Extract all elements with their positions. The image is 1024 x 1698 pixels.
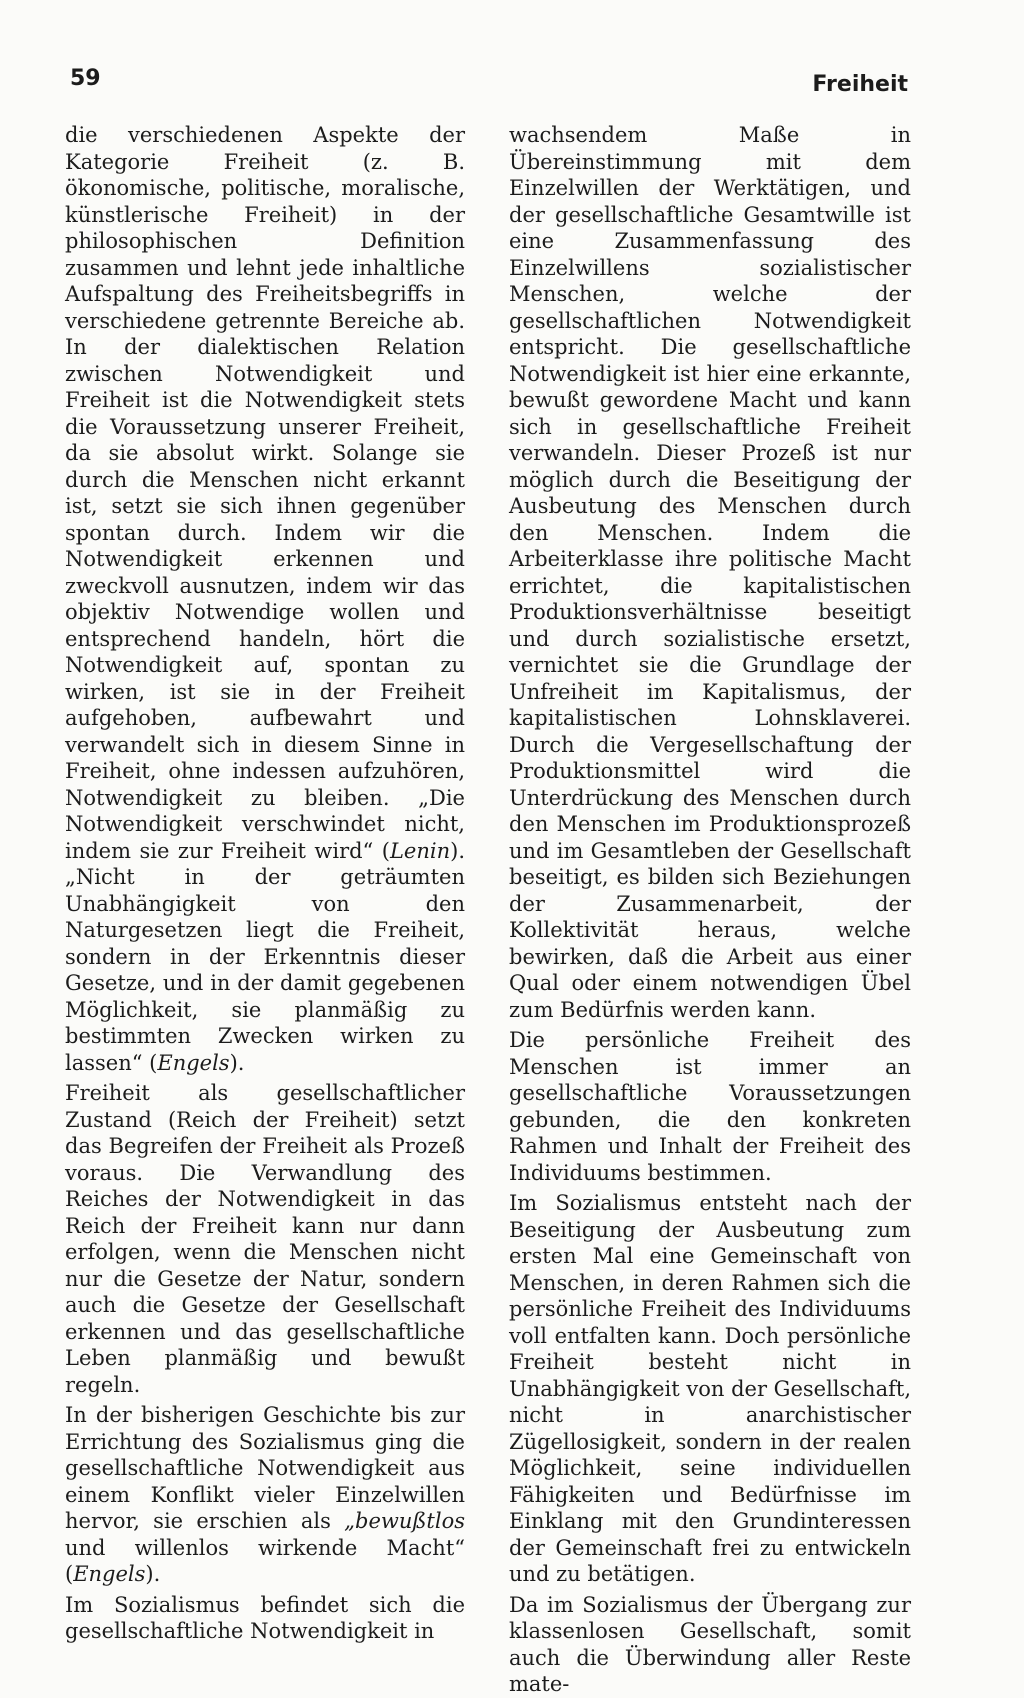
right-paragraph-2: Die persönliche Freiheit des Menschen ist immer an gesellschaftliche Voraussetzungen gebunden, die den konkreten Rahmen und Inhalt der Freiheit des Individuums bestimmen. [509,1028,911,1185]
running-head: Freiheit [812,72,908,97]
left-paragraph-3 [65,1402,465,1588]
left-paragraph-1 [65,122,465,1076]
citation: Lenin [389,838,451,863]
right-paragraph-1: wachsendem Maße in Übereinstimmung mit dem Einzelwillen der Werktätigen, und der gesellschaftliche Gesamtwille ist eine Zusammenfassung des Einzelwillens sozialistischer Menschen, welche der gesellschaftlichen Notwendigkeit entspricht. Die gesellschaftliche Notwendigkeit ist hier eine erkannte, bewußt gewordene Macht und kann sich in gesellschaftliche Freiheit verwandeln. Dieser Prozeß ist nur möglich durch die Beseitigung der Ausbeutung des Menschen durch den Menschen. Indem die Arbeiterklasse ihre politische Macht errichtet, die kapitalistischen Produktionsverhältnisse beseitigt und durch sozialistische ersetzt, vernichtet sie die Grundlage der Unfreiheit im Kapitalismus, der kapitalistischen Lohnsklaverei. Durch die Vergesellschaftung der Produktionsmittel wird die Unterdrückung des Menschen durch den Menschen im Produktionsprozeß und im Gesamtleben der Gesellschaft beseitigt, es bilden sich Beziehungen der Zusammenarbeit, der Kollektivität heraus, welche bewirken, daß die Arbeit aus einer Qual oder einem notwendigen Übel zum Bedürfnis werden kann. [509,123,911,1022]
citation: Engels [73,1562,146,1586]
right-paragraph-4: Da im Sozialismus der Übergang zur klassenlosen Gesellschaft, somit auch die Überwindung aller Reste mate- [509,1592,911,1696]
left-paragraph-2: Freiheit als gesellschaftlicher Zustand (Reich der Freiheit) setzt das Begreifen der Freiheit als Prozeß voraus. Die Verwandlung des Reiches der Notwendigkeit in das Reich der Freiheit kann nur dann erfolgen, wenn die Menschen nicht nur die Gesetze der Natur, sondern auch die Gesetze der Gesellschaft erkennen und das gesellschaftliche Leben planmäßig und bewußt regeln. [65,1081,465,1397]
text-span: In der bisherigen Geschichte bis zur Errichtung des Sozialismus ging die gesellschaftliche Notwendigkeit aus einem Konflikt vieler Einzelwillen hervor, sie erschien als [65,1403,465,1533]
citation: Engels [157,1050,230,1075]
text-span: ). [229,1050,245,1075]
text-span: und willenlos wirkende Macht“ ( [65,1535,465,1586]
left-column [65,122,465,1645]
right-column [509,122,911,1698]
text-span: ). [145,1562,161,1586]
emphasis: „bewußtlos [344,1509,465,1533]
left-paragraph-4: Im Sozialismus befindet sich die gesellschaftliche Notwendigkeit in [65,1592,465,1643]
text-span: die verschiedenen Aspekte der Kategorie Freiheit (z. B. ökonomische, politische, moralische, künstlerische Freiheit) in der philosophischen Definition zusammen und lehnt jede inhaltliche Aufspaltung des Freiheitsbegriffs in verschiedene getrennte Bereiche ab. In der dialektischen Relation zwischen Notwendigkeit und Freiheit ist die Notwendigkeit stets die Voraussetzung unserer Freiheit, da sie absolut wirkt. Solange sie durch die Menschen nicht erkannt ist, setzt sie sich ihnen gegenüber spontan durch. Indem wir die Notwendigkeit erkennen und zweckvoll ausnutzen, indem wir das objektiv Notwendige wollen und entsprechend handeln, hört die Notwendigkeit auf, spontan zu wirken, ist sie in der Freiheit aufgehoben, aufbewahrt und verwandelt sich in diesem Sinne in Freiheit, ohne indessen aufzuhören, Notwendigkeit zu bleiben. „Die Notwendigkeit verschwindet nicht, indem sie zur Freiheit wird“ ( [65,123,465,863]
page-number: 59 [70,66,101,91]
right-paragraph-3: Im Sozialismus entsteht nach der Beseitigung der Ausbeutung zum ersten Mal eine Gemeinschaft von Menschen, in deren Rahmen sich die persönliche Freiheit des Individuums voll entfalten kann. Doch persönliche Freiheit besteht nicht in Unabhängigkeit von der Gesellschaft, nicht in anarchistischer Zügellosigkeit, sondern in der realen Möglichkeit, seine individuellen Fähigkeiten und Bedürfnisse im Einklang mit den Grundinteressen der Gemeinschaft frei zu entwickeln und zu betätigen. [509,1191,911,1586]
page-header [0,66,1024,106]
text-span: ). „Nicht in der geträumten Unabhängigkeit von den Naturgesetzen liegt die Freiheit, sondern in der Erkenntnis dieser Gesetze, und in der damit gegebenen Möglichkeit, sie planmäßig zu bestimmten Zwecken wirken zu lassen“ ( [65,838,465,1075]
